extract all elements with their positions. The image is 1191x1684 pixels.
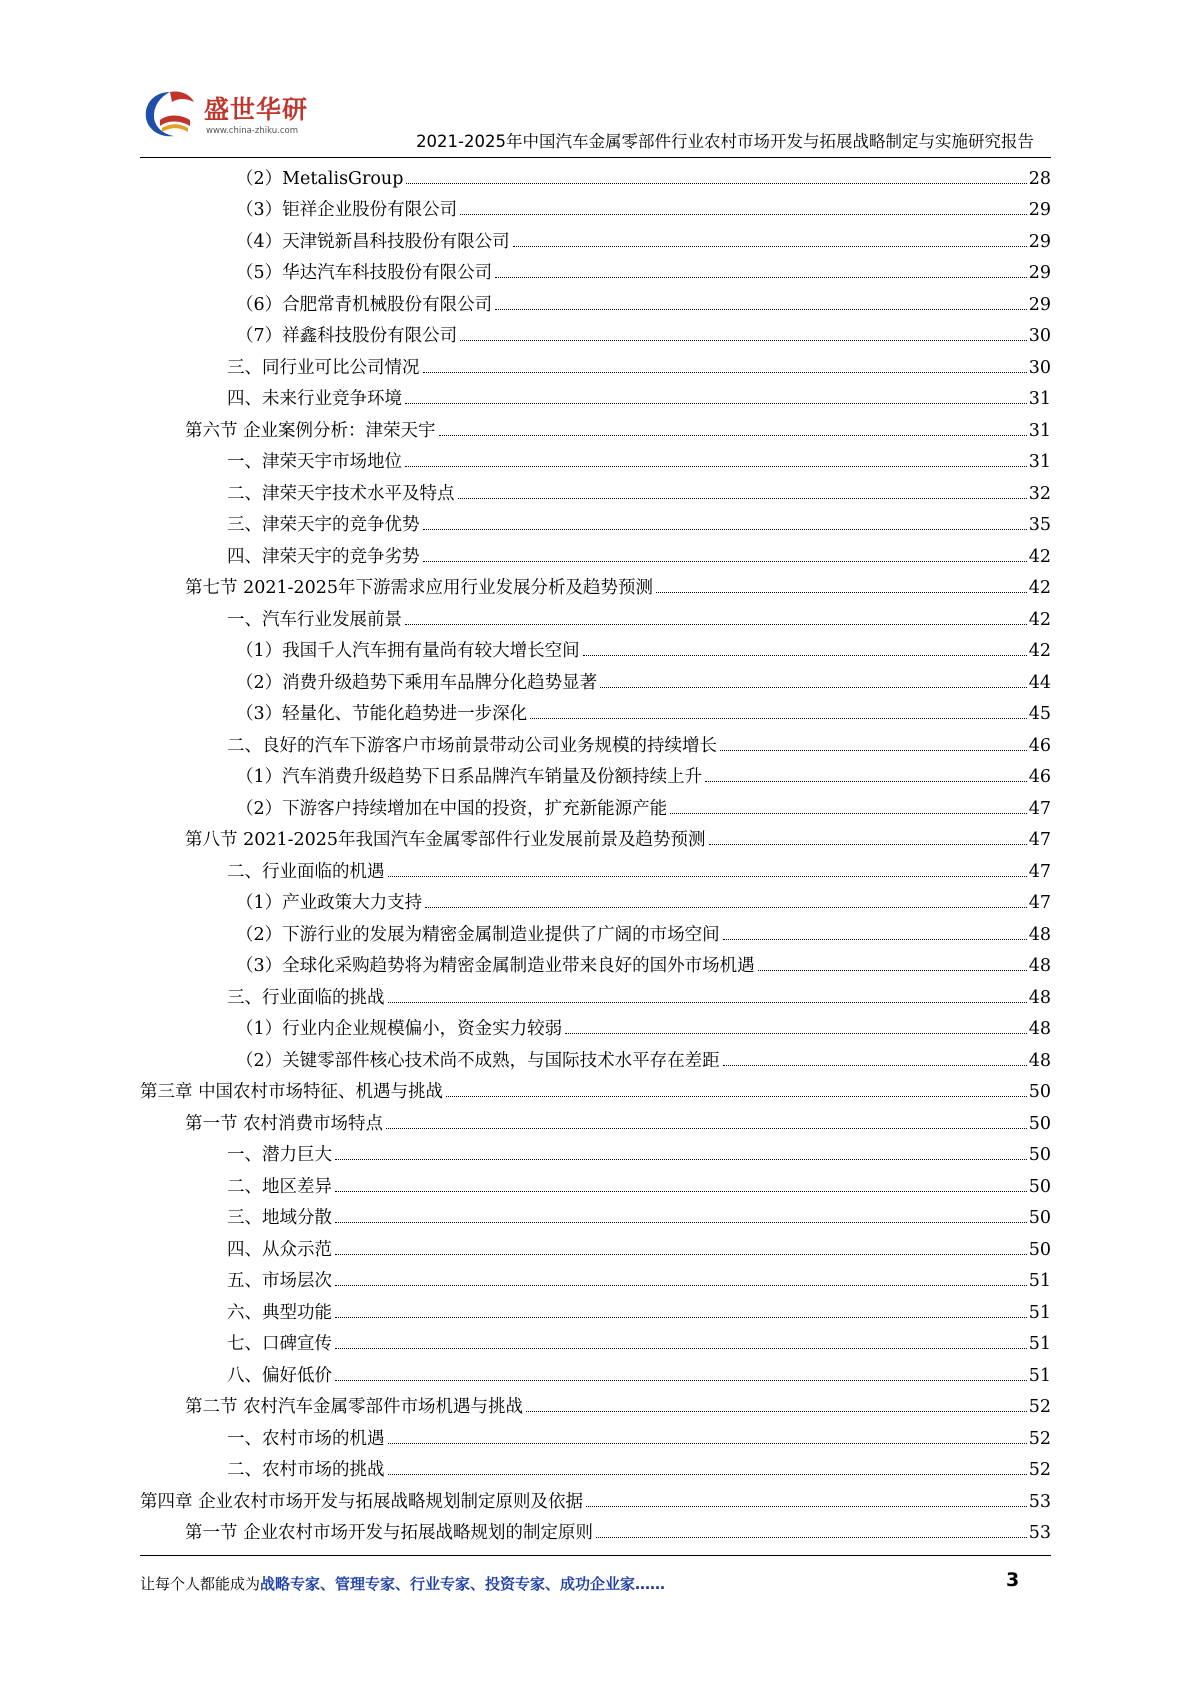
toc-entry-page: 45 xyxy=(1028,704,1051,724)
toc-dot-leader xyxy=(386,1128,1027,1129)
toc-dot-leader xyxy=(670,813,1027,814)
toc-entry[interactable] xyxy=(140,223,1051,255)
toc-entry[interactable] xyxy=(140,979,1051,1011)
toc-dot-leader xyxy=(335,1191,1027,1192)
toc-entry-title: 第一节 农村消费市场特点 xyxy=(185,1113,384,1134)
toc-entry-page: 29 xyxy=(1028,200,1051,220)
toc-dot-leader xyxy=(709,844,1027,845)
toc-entry-title: 三、地域分散 xyxy=(227,1208,332,1228)
toc-entry[interactable] xyxy=(140,444,1051,476)
toc-dot-leader xyxy=(335,1254,1027,1255)
toc-entry-title: （1）产业政策大力支持 xyxy=(236,893,423,913)
toc-dot-leader xyxy=(335,1317,1027,1318)
toc-entry-page: 51 xyxy=(1028,1302,1051,1323)
toc-entry[interactable] xyxy=(140,255,1051,287)
toc-entry-page: 52 xyxy=(1028,1397,1051,1417)
toc-entry[interactable] xyxy=(140,1389,1051,1421)
toc-dot-leader xyxy=(388,1002,1027,1003)
toc-entry-page: 32 xyxy=(1028,483,1051,504)
toc-entry-title: 二、津荣天宇技术水平及特点 xyxy=(227,483,455,504)
toc-entry-title: （2）MetalisGroup xyxy=(236,168,404,189)
toc-entry-page: 51 xyxy=(1028,1334,1051,1354)
toc-entry-title: 二、良好的汽车下游客户市场前景带动公司业务规模的持续增长 xyxy=(227,735,717,756)
toc-dot-leader xyxy=(600,687,1027,688)
toc-entry-page: 29 xyxy=(1028,231,1051,252)
toc-entry[interactable] xyxy=(140,570,1051,602)
toc-dot-leader xyxy=(446,1096,1027,1097)
toc-entry-page: 50 xyxy=(1028,1239,1051,1260)
toc-entry[interactable] xyxy=(140,601,1051,633)
logo-url: www.china-zhiku.com xyxy=(206,126,298,136)
toc-entry-page: 53 xyxy=(1028,1491,1051,1512)
toc-dot-leader xyxy=(530,718,1027,719)
toc-dot-leader xyxy=(423,529,1027,530)
toc-entry-title: 第二节 农村汽车金属零部件市场机遇与挑战 xyxy=(185,1397,524,1417)
toc-dot-leader xyxy=(723,1065,1027,1066)
toc-entry[interactable] xyxy=(140,507,1051,539)
toc-dot-leader xyxy=(596,1537,1027,1538)
toc-entry-page: 47 xyxy=(1028,861,1051,882)
toc-dot-leader xyxy=(423,372,1027,373)
toc-entry-page: 30 xyxy=(1028,357,1051,378)
toc-entry-page: 48 xyxy=(1028,1050,1051,1071)
toc-entry[interactable] xyxy=(140,1042,1051,1074)
toc-entry[interactable] xyxy=(140,1263,1051,1295)
toc-entry-title: 一、潜力巨大 xyxy=(227,1145,332,1165)
toc-entry[interactable] xyxy=(140,475,1051,507)
toc-entry[interactable] xyxy=(140,696,1051,728)
toc-entry[interactable] xyxy=(140,1294,1051,1326)
toc-entry-page: 28 xyxy=(1028,168,1051,189)
toc-entry-title: 四、未来行业竞争环境 xyxy=(227,389,402,409)
toc-entry-title: 三、行业面临的挑战 xyxy=(227,987,385,1008)
toc-entry-page: 35 xyxy=(1028,515,1051,535)
toc-entry-page: 52 xyxy=(1028,1460,1051,1480)
toc-dot-leader xyxy=(720,750,1027,751)
toc-dot-leader xyxy=(335,1348,1027,1349)
toc-dot-leader xyxy=(439,435,1027,436)
toc-entry-page: 46 xyxy=(1028,735,1051,756)
toc-dot-leader xyxy=(758,970,1027,971)
toc-dot-leader xyxy=(335,1380,1027,1381)
toc-entry[interactable] xyxy=(140,538,1051,570)
toc-entry[interactable] xyxy=(140,192,1051,224)
toc-entry-page: 31 xyxy=(1028,420,1051,441)
header-divider xyxy=(140,157,1051,158)
toc-dot-leader xyxy=(460,340,1027,341)
toc-entry[interactable] xyxy=(140,1105,1051,1137)
logo-text: 盛世华研 xyxy=(204,95,309,124)
toc-entry[interactable] xyxy=(140,381,1051,413)
toc-dot-leader xyxy=(583,655,1027,656)
toc-entry[interactable] xyxy=(140,664,1051,696)
footer-slogan xyxy=(140,1573,665,1594)
toc-entry-title: 第三章 中国农村市场特征、机遇与挑战 xyxy=(140,1082,444,1102)
toc-entry-title: 六、典型功能 xyxy=(227,1302,332,1323)
footer-divider xyxy=(140,1555,1051,1556)
table-of-contents xyxy=(140,160,1051,1546)
toc-entry-title: （5）华达汽车科技股份有限公司 xyxy=(236,263,493,283)
toc-entry-title: 五、市场层次 xyxy=(227,1271,332,1291)
toc-dot-leader xyxy=(565,1033,1027,1034)
toc-entry-title: 七、口碑宣传 xyxy=(227,1334,332,1354)
toc-entry[interactable] xyxy=(140,790,1051,822)
logo-emblem-icon xyxy=(140,82,202,144)
toc-entry-page: 44 xyxy=(1028,672,1051,693)
toc-entry-page: 51 xyxy=(1028,1271,1051,1291)
toc-entry-page: 29 xyxy=(1028,294,1051,315)
toc-entry-page: 46 xyxy=(1028,767,1051,787)
toc-entry[interactable] xyxy=(140,160,1051,192)
toc-entry-title: （7）祥鑫科技股份有限公司 xyxy=(236,326,458,346)
toc-entry-title: （2）消费升级趋势下乘用车品牌分化趋势显著 xyxy=(236,672,598,693)
toc-entry-title: 二、地区差异 xyxy=(227,1176,332,1197)
toc-entry-page: 47 xyxy=(1028,893,1051,913)
toc-dot-leader xyxy=(388,1443,1027,1444)
toc-entry-title: （3）钜祥企业股份有限公司 xyxy=(236,200,458,220)
toc-entry-title: （1）我国千人汽车拥有量尚有较大增长空间 xyxy=(236,641,580,661)
toc-entry-title: 第一节 企业农村市场开发与拓展战略规划的制定原则 xyxy=(185,1523,594,1543)
toc-dot-leader xyxy=(495,277,1027,278)
toc-entry[interactable] xyxy=(140,1074,1051,1106)
toc-dot-leader xyxy=(705,781,1027,782)
toc-entry[interactable] xyxy=(140,853,1051,885)
toc-entry[interactable] xyxy=(140,948,1051,980)
toc-entry[interactable] xyxy=(140,1168,1051,1200)
toc-dot-leader xyxy=(513,246,1027,247)
toc-entry[interactable] xyxy=(140,1483,1051,1515)
toc-entry-title: （6）合肥常青机械股份有限公司 xyxy=(236,294,493,315)
toc-entry[interactable] xyxy=(140,822,1051,854)
toc-dot-leader xyxy=(335,1222,1027,1223)
toc-entry[interactable] xyxy=(140,1231,1051,1263)
toc-dot-leader xyxy=(388,876,1027,877)
toc-dot-leader xyxy=(335,1159,1027,1160)
toc-entry-title: （2）关键零部件核心技术尚不成熟，与国际技术水平存在差距 xyxy=(236,1050,720,1071)
company-logo xyxy=(140,82,330,152)
toc-entry-title: 八、偏好低价 xyxy=(227,1365,332,1386)
toc-dot-leader xyxy=(405,466,1027,467)
toc-entry-page: 51 xyxy=(1028,1365,1051,1386)
toc-dot-leader xyxy=(656,592,1027,593)
toc-entry-page: 52 xyxy=(1028,1428,1051,1449)
toc-dot-leader xyxy=(460,214,1027,215)
toc-entry-page: 48 xyxy=(1028,987,1051,1008)
toc-entry-page: 30 xyxy=(1028,326,1051,346)
toc-entry-title: 第八节 2021-2025年我国汽车金属零部件行业发展前景及趋势预测 xyxy=(185,830,706,850)
toc-entry-title: （2）下游客户持续增加在中国的投资，扩充新能源产能 xyxy=(236,798,668,819)
toc-dot-leader xyxy=(335,1285,1027,1286)
toc-dot-leader xyxy=(526,1411,1027,1412)
toc-entry-title: 第四章 企业农村市场开发与拓展战略规划制定原则及依据 xyxy=(140,1491,584,1512)
toc-entry[interactable] xyxy=(140,412,1051,444)
toc-entry-title: （3）轻量化、节能化趋势进一步深化 xyxy=(236,704,528,724)
toc-entry-page: 50 xyxy=(1028,1208,1051,1228)
toc-entry[interactable] xyxy=(140,1452,1051,1484)
toc-dot-leader xyxy=(423,561,1027,562)
toc-entry[interactable] xyxy=(140,633,1051,665)
toc-entry-page: 47 xyxy=(1028,830,1051,850)
toc-entry-page: 29 xyxy=(1028,263,1051,283)
toc-entry[interactable] xyxy=(140,916,1051,948)
toc-entry-page: 42 xyxy=(1028,641,1051,661)
toc-entry[interactable] xyxy=(140,1326,1051,1358)
page-number: 3 xyxy=(1006,1569,1020,1591)
toc-entry-title: 第六节 企业案例分析：津荣天宇 xyxy=(185,420,436,441)
toc-entry-page: 48 xyxy=(1028,956,1051,976)
toc-entry[interactable] xyxy=(140,727,1051,759)
toc-entry-page: 31 xyxy=(1028,452,1051,472)
toc-entry-title: 三、津荣天宇的竞争优势 xyxy=(227,515,420,535)
page-header xyxy=(0,0,1191,160)
toc-entry-title: 四、津荣天宇的竞争劣势 xyxy=(227,546,420,567)
toc-entry[interactable] xyxy=(140,1420,1051,1452)
toc-entry-title: 二、行业面临的机遇 xyxy=(227,861,385,882)
toc-entry-page: 47 xyxy=(1028,798,1051,819)
toc-entry[interactable] xyxy=(140,759,1051,791)
footer-slogan-prefix: 让每个人都能成为 xyxy=(140,1575,261,1593)
toc-entry[interactable] xyxy=(140,1200,1051,1232)
toc-entry-title: （1）汽车消费升级趋势下日系品牌汽车销量及份额持续上升 xyxy=(236,767,703,787)
toc-entry[interactable] xyxy=(140,1011,1051,1043)
toc-dot-leader xyxy=(723,939,1027,940)
toc-entry-page: 48 xyxy=(1028,924,1051,945)
toc-entry-page: 50 xyxy=(1028,1145,1051,1165)
toc-dot-leader xyxy=(405,624,1027,625)
toc-entry-title: 四、从众示范 xyxy=(227,1239,332,1260)
toc-entry[interactable] xyxy=(140,885,1051,917)
toc-entry[interactable] xyxy=(140,1515,1051,1547)
toc-entry-page: 31 xyxy=(1028,389,1051,409)
toc-entry-title: （1）行业内企业规模偏小，资金实力较弱 xyxy=(236,1019,563,1039)
toc-entry-title: （3）全球化采购趋势将为精密金属制造业带来良好的国外市场机遇 xyxy=(236,956,755,976)
toc-entry-title: 二、农村市场的挑战 xyxy=(227,1460,385,1480)
toc-entry[interactable] xyxy=(140,318,1051,350)
toc-entry-page: 42 xyxy=(1028,609,1051,630)
toc-entry-title: 一、汽车行业发展前景 xyxy=(227,609,402,630)
toc-dot-leader xyxy=(406,183,1026,184)
toc-dot-leader xyxy=(425,907,1027,908)
toc-entry[interactable] xyxy=(140,349,1051,381)
toc-dot-leader xyxy=(586,1506,1027,1507)
toc-entry-title: 一、津荣天宇市场地位 xyxy=(227,452,402,472)
toc-entry[interactable] xyxy=(140,1137,1051,1169)
toc-dot-leader xyxy=(405,403,1027,404)
toc-dot-leader xyxy=(495,309,1027,310)
toc-dot-leader xyxy=(458,498,1027,499)
toc-entry-page: 50 xyxy=(1028,1082,1051,1102)
toc-dot-leader xyxy=(388,1474,1027,1475)
toc-entry-page: 53 xyxy=(1028,1523,1051,1543)
toc-entry-title: 第七节 2021-2025年下游需求应用行业发展分析及趋势预测 xyxy=(185,578,654,598)
report-title: 2021-2025年中国汽车金属零部件行业农村市场开发与拓展战略制定与实施研究报告 xyxy=(416,132,1034,151)
toc-entry-title: 一、农村市场的机遇 xyxy=(227,1428,385,1449)
toc-entry-title: （2）下游行业的发展为精密金属制造业提供了广阔的市场空间 xyxy=(236,924,720,945)
toc-entry-page: 42 xyxy=(1028,546,1051,567)
toc-entry-page: 42 xyxy=(1028,578,1051,598)
toc-entry-title: 三、同行业可比公司情况 xyxy=(227,357,420,378)
toc-entry-page: 50 xyxy=(1028,1176,1051,1197)
footer-slogan-highlight: 战略专家、管理专家、行业专家、投资专家、成功企业家…… xyxy=(260,1575,666,1593)
toc-entry-page: 48 xyxy=(1028,1019,1051,1039)
toc-entry[interactable] xyxy=(140,1357,1051,1389)
toc-entry[interactable] xyxy=(140,286,1051,318)
toc-entry-title: （4）天津锐新昌科技股份有限公司 xyxy=(236,231,510,252)
toc-entry-page: 50 xyxy=(1028,1113,1051,1134)
